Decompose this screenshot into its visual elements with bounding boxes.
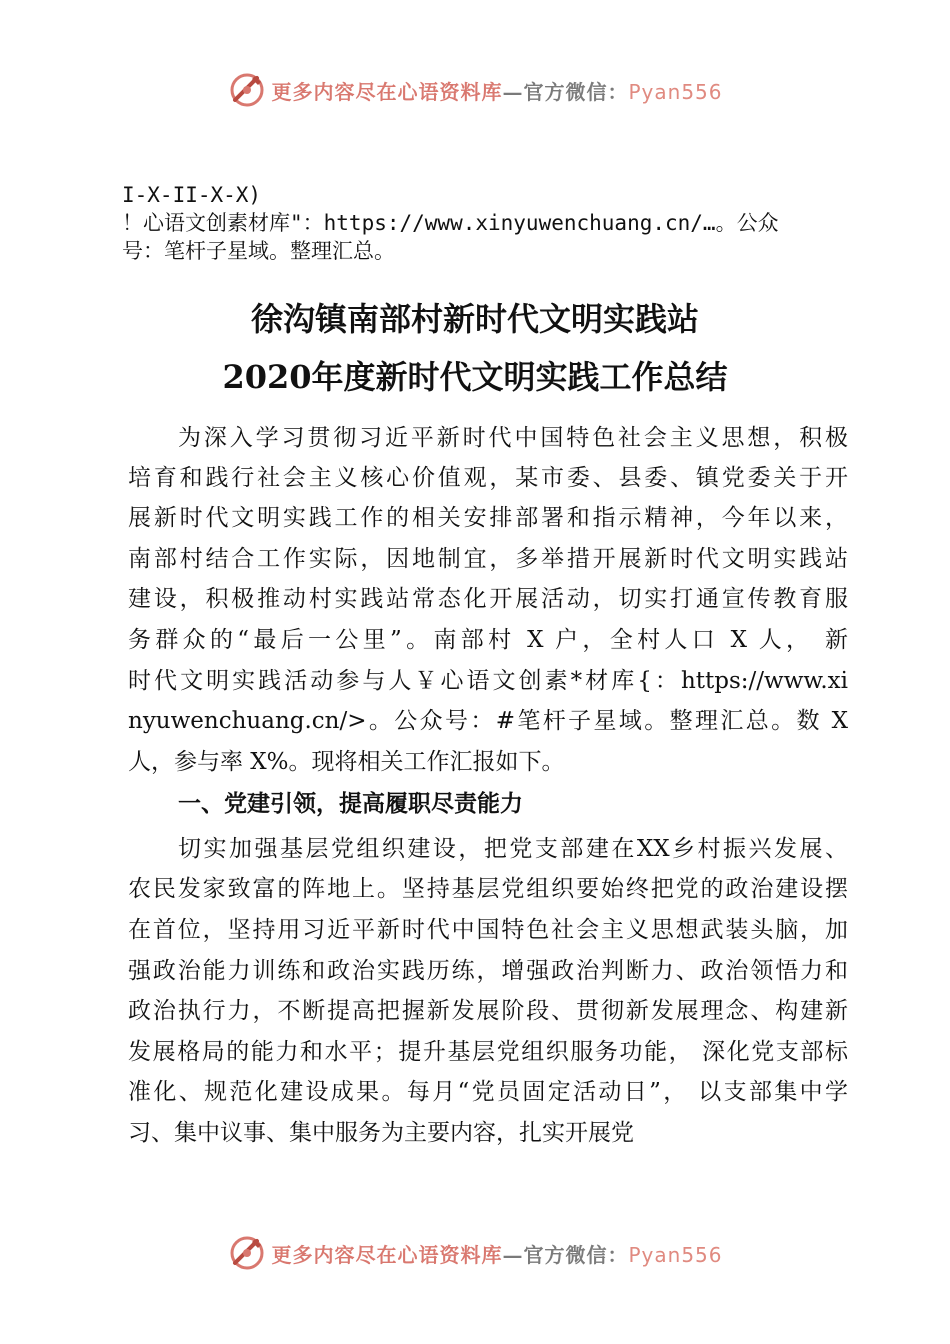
banner-text: [271, 1239, 722, 1268]
header-watermark-banner: [0, 68, 950, 112]
paragraph-1-line: 建设，积极推动村实践站常态化开展活动，切实打通宣传教育服: [128, 586, 848, 612]
section-1-line: 农民发家致富的阵地上。坚持基层党组织要始终把党的政治建设摆: [128, 876, 848, 902]
section-1-line: 切实加强基层党组织建设，把党支部建在XX乡村振兴发展、: [178, 836, 848, 862]
section-1-line: 强政治能力训练和政治实践历练，增强政治判断力、政治领悟力和: [128, 958, 848, 984]
banner-part-3: Pyan556: [628, 1242, 723, 1267]
banner-part-1: 更多内容尽在心语资料库: [271, 1242, 503, 1267]
paragraph-1-line: 南部村结合工作实际，因地制宜，多举措开展新时代文明实践站: [128, 546, 848, 572]
paragraph-1-line: 人，参与率 X%。现将相关工作汇报如下。: [128, 749, 565, 775]
banner-part-1: 更多内容尽在心语资料库: [271, 79, 503, 104]
pre-line-1: I-X-II-X-X): [122, 183, 262, 207]
paragraph-1-line: nyuwenchuang.cn/>。公众号：#笔杆子星域。整理汇总。数 X: [128, 708, 848, 734]
pen-logo-icon: [227, 70, 267, 110]
paragraph-1-line: 时代文明实践活动参与人￥心语文创素*材库{：https://www.xi: [128, 668, 848, 694]
section-1-heading: 一、党建引领，提高履职尽责能力: [178, 791, 523, 817]
footer-watermark-banner: [0, 1231, 950, 1275]
section-1-line: 习、集中议事、集中服务为主要内容，扎实开展党: [128, 1120, 634, 1146]
pen-logo-icon: [227, 1233, 267, 1273]
pre-line-2: ！心语文创素材库"：https://www.xinyuwenchuang.cn/…。公众: [122, 211, 779, 235]
banner-text: [271, 76, 722, 105]
document-title-line-1: 徐沟镇南部村新时代文明实践站: [250, 300, 699, 338]
section-1-line: 准化、规范化建设成果。每月“党员固定活动日”， 以支部集中学: [128, 1079, 848, 1105]
paragraph-1-line: 为深入学习贯彻习近平新时代中国特色社会主义思想，积极: [178, 425, 848, 451]
banner-part-3: Pyan556: [628, 79, 723, 104]
banner-part-2: —官方微信：: [502, 1242, 629, 1267]
banner-part-2: —官方微信：: [502, 79, 629, 104]
section-1-line: 发展格局的能力和水平；提升基层党组织服务功能， 深化党支部标: [128, 1039, 848, 1065]
document-title-line-2: 2020年度新时代文明实践工作总结: [222, 358, 728, 396]
paragraph-1-line: 培育和践行社会主义核心价值观，某市委、县委、镇党委关于开: [128, 465, 848, 491]
pre-line-3: 号：笔杆子星域。整理汇总。: [122, 239, 395, 263]
paragraph-1-line: 展新时代文明实践工作的相关安排部署和指示精神，今年以来，: [128, 505, 848, 531]
paragraph-1-line: 务群众的“最后一公里”。南部村 X 户，全村人口 X 人， 新: [128, 627, 848, 653]
section-1-line: 在首位，坚持用习近平新时代中国特色社会主义思想武装头脑，加: [128, 917, 848, 943]
section-1-line: 政治执行力，不断提高把握新发展阶段、贯彻新发展理念、构建新: [128, 998, 848, 1024]
